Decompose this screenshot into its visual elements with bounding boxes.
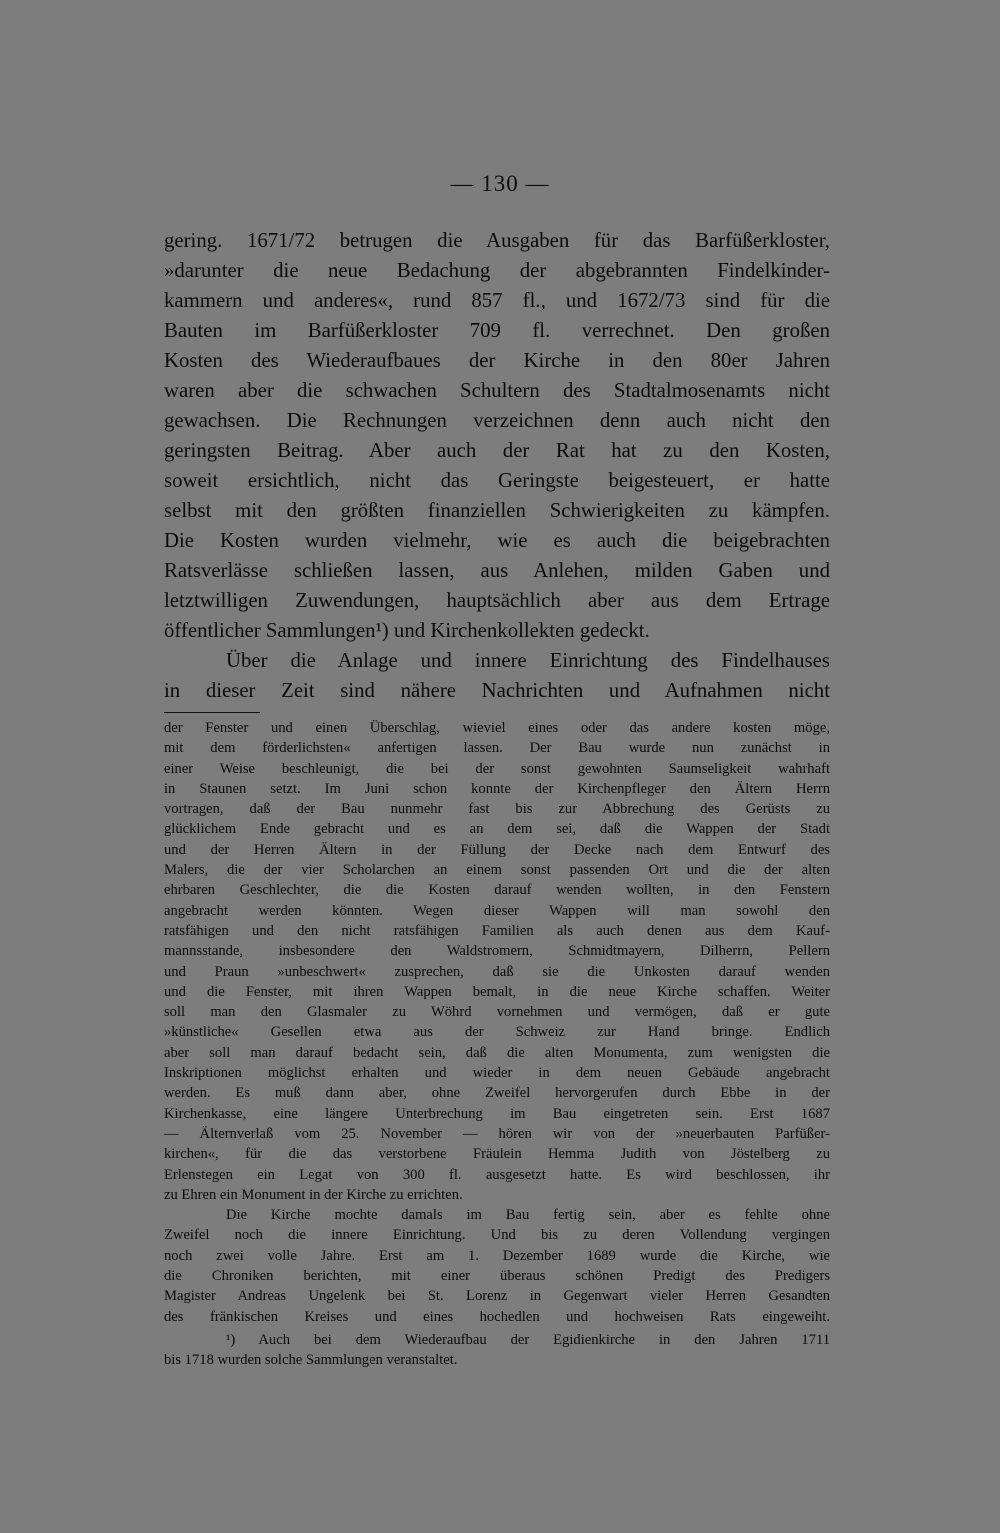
main-text-line: Die Kosten wurden vielmehr, wie es auch die beigebrachten (164, 529, 830, 552)
footnote-paragraph-line: Zweifel noch die innere Einrichtung. Und bis zu deren Vollendung vergingen (164, 1227, 830, 1244)
footnote-line: kirchen«, für die das verstorbene Fräulein Hemma Judith von Jöstelberg zu (164, 1146, 830, 1163)
footnote-line: und der Herren Ältern in der Füllung der Decke nach dem Entwurf des (164, 841, 830, 858)
main-text-line: Kosten des Wiederaufbaues der Kirche in den 80er Jahren (164, 349, 830, 372)
footnote-line: Inskriptionen möglichst erhalten und wieder in dem neuen Gebäude angebracht (164, 1065, 830, 1082)
footnote-line: zu Ehren ein Monument in der Kirche zu errichten. (164, 1186, 463, 1203)
main-text-line: gering. 1671/72 betrugen die Ausgaben für das Barfüßerkloster, (164, 229, 830, 252)
footnote-line: aber soll man darauf bedacht sein, daß die alten Monumenta, zum wenigsten die (164, 1044, 830, 1061)
footnote-line: angebracht werden könnten. Wegen dieser Wappen will man sowohl den (164, 902, 830, 919)
main-text-line: Ratsverlässe schließen lassen, aus Anlehen, milden Gaben und (164, 559, 830, 582)
footnote-line: Erlenstegen ein Legat von 300 fl. ausgesetzt hatte. Es wird beschlossen, ihr (164, 1166, 830, 1183)
footnote-line: — Älternverlaß vom 25. November — hören wir von der »neuerbauten Parfüßer- (164, 1125, 830, 1142)
footnote-line: in Staunen setzt. Im Juni schon konnte der Kirchenpfleger den Ältern Herrn (164, 780, 830, 797)
footnote-line: ratsfähigen und den nicht ratsfähigen Familien als auch denen aus dem Kauf- (164, 922, 830, 939)
main-text-line: soweit ersichtlich, nicht das Geringste beigesteuert, er hatte (164, 469, 830, 492)
footnote-note-line: ¹) Auch bei dem Wiederaufbau der Egidienkirche in den Jahren 1711 (226, 1331, 830, 1348)
footnote-line: einer Weise beschleunigt, die bei der sonst gewohnten Saumseligkeit wahrhaft (164, 760, 830, 777)
footnote-divider (164, 712, 260, 713)
footnote-line: »künstliche« Gesellen etwa aus der Schweiz zur Hand bringe. Endlich (164, 1024, 830, 1041)
footnote-line: und die Fenster, mit ihren Wappen bemalt, in die neue Kirche schaffen. Weiter (164, 983, 830, 1000)
main-text-line: öffentlicher Sammlungen¹) und Kirchenkollekten gedeckt. (164, 619, 650, 642)
footnote-line: ehrbaren Geschlechter, die die Kosten darauf wenden wollten, in den Fenstern (164, 882, 830, 899)
footnote-line: soll man den Glasmaler zu Wöhrd vornehmen und vermögen, daß er gute (164, 1004, 830, 1021)
footnotes-block (164, 718, 830, 1371)
page-number: — 130 — (450, 171, 550, 196)
footnote-paragraph-line: des fränkischen Kreises und eines hochedlen und hochweisen Rats eingeweiht. (164, 1308, 830, 1325)
footnote-line: Kirchenkasse, eine längere Unterbrechung im Bau eingetreten sein. Erst 1687 (164, 1105, 830, 1122)
main-text-line: Bauten im Barfüßerkloster 709 fl. verrechnet. Den großen (164, 319, 830, 342)
footnote-line: vortragen, daß der Bau nunmehr fast bis zur Abbrechung des Gerüsts zu (164, 801, 830, 818)
main-text-line: waren aber die schwachen Schultern des Stadtalmosenamts nicht (164, 379, 830, 402)
footnote-line: und Praun »unbeschwert« zusprechen, daß sie die Unkosten darauf wenden (164, 963, 830, 980)
main-text-line: kammern und anderes«, rund 857 fl., und 1672/73 sind für die (164, 289, 830, 312)
main-text-line: geringsten Beitrag. Aber auch der Rat hat zu den Kosten, (164, 439, 830, 462)
main-text-line: »darunter die neue Bedachung der abgebrannten Findelkinder- (164, 259, 830, 282)
main-text-block (164, 226, 830, 706)
footnote-line: mit dem förderlichsten« anfertigen lassen. Der Bau wurde nun zunächst in (164, 740, 830, 757)
main-text-line: selbst mit den größten finanziellen Schwierigkeiten zu kämpfen. (164, 499, 830, 522)
main-text-line: in dieser Zeit sind nähere Nachrichten und Aufnahmen nicht (164, 679, 830, 702)
main-text-line: letztwilligen Zuwendungen, hauptsächlich aber aus dem Ertrage (164, 589, 830, 612)
footnote-line: glücklichem Ende gebracht und es an dem sei, daß die Wappen der Stadt (164, 821, 830, 838)
footnote-paragraph-line: noch zwei volle Jahre. Erst am 1. Dezember 1689 wurde die Kirche, wie (164, 1247, 830, 1264)
footnote-line: der Fenster und einen Überschlag, wieviel eines oder das andere kosten möge, (164, 720, 830, 736)
main-text-line: Über die Anlage und innere Einrichtung des Findelhauses (226, 649, 830, 672)
footnote-note-line: bis 1718 wurden solche Sammlungen veranstaltet. (164, 1352, 458, 1369)
footnote-paragraph-line: die Chroniken berichten, mit einer überaus schönen Predigt des Predigers (164, 1268, 830, 1285)
footnote-line: werden. Es muß dann aber, ohne Zweifel hervorgerufen durch Ebbe in der (164, 1085, 830, 1102)
footnote-line: Malers, die der vier Scholarchen an einem sonst passenden Ort und die der alten (164, 862, 830, 879)
footnote-paragraph-line: Die Kirche mochte damals im Bau fertig sein, aber es fehlte ohne (226, 1207, 830, 1224)
main-text-line: gewachsen. Die Rechnungen verzeichnen denn auch nicht den (164, 409, 830, 432)
footnote-line: mannsstande, insbesondere den Waldstromern, Schmidtmayern, Dilherrn, Pellern (164, 943, 830, 960)
footnote-paragraph-line: Magister Andreas Ungelenk bei St. Lorenz in Gegenwart vieler Herren Gesandten (164, 1288, 830, 1305)
